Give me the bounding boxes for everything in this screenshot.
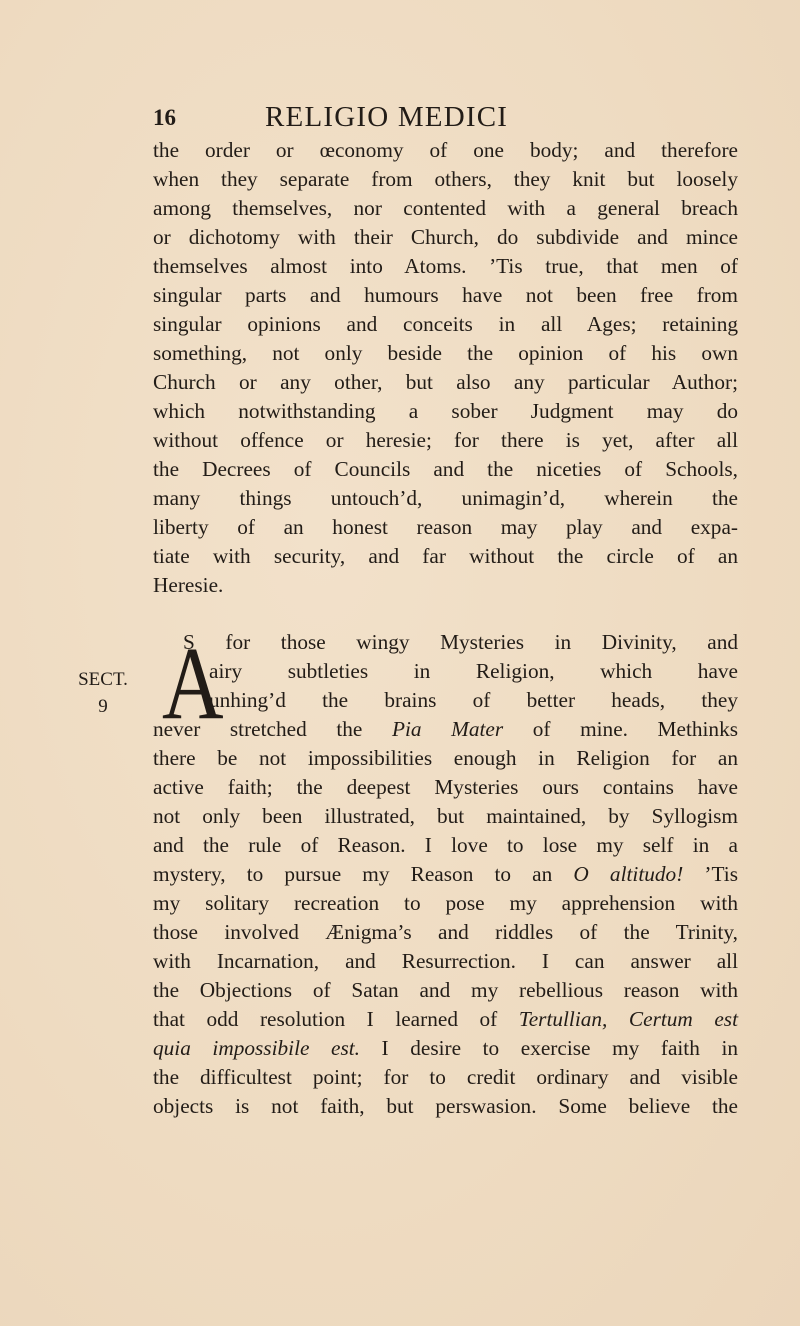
section-marker bbox=[70, 666, 136, 720]
text-line: the Objections of Satan and my rebellious reason with bbox=[153, 978, 738, 1002]
page-body bbox=[153, 136, 738, 1121]
text-line: active faith; the deepest Mysteries ours contains have bbox=[153, 775, 738, 799]
text-line: unhing’d the brains of better heads, they bbox=[209, 688, 738, 712]
text-line: something, not only beside the opinion of his own bbox=[153, 341, 738, 365]
section-label: SECT. bbox=[78, 669, 128, 690]
text-line: there be not impossibilities enough in Religion for an bbox=[153, 746, 738, 770]
text-line: singular opinions and conceits in all Ages; retaining bbox=[153, 312, 738, 336]
text-line: many things untouch’d, unimagin’d, wherein the bbox=[153, 486, 738, 510]
text-line: Church or any other, but also any particular Author; bbox=[153, 370, 738, 394]
italic-phrase: O altitudo! bbox=[573, 862, 684, 886]
text-line: without offence or heresie; for there is yet, after all bbox=[153, 428, 738, 452]
italic-phrase: Pia Mater bbox=[391, 717, 504, 741]
text-line: with Incarnation, and Resurrection. I can answer all bbox=[153, 949, 738, 973]
text-line: mystery, to pursue my Reason to an O altitudo! ’Tis bbox=[153, 862, 738, 886]
text-line: liberty of an honest reason may play and expa- bbox=[153, 515, 738, 539]
text-line: singular parts and humours have not been free from bbox=[153, 283, 738, 307]
italic-phrase: Tertullian, Certum est bbox=[518, 1007, 739, 1031]
text-line: among themselves, nor contented with a general breach bbox=[153, 196, 738, 220]
text-line: themselves almost into Atoms. ’Tis true, that men of bbox=[153, 254, 738, 278]
text-line: or dichotomy with their Church, do subdivide and mince bbox=[153, 225, 738, 249]
text-line: tiate with security, and far without the circle of an bbox=[153, 544, 738, 568]
page-number: 16 bbox=[153, 105, 176, 130]
text-line: objects is not faith, but perswasion. Some believe the bbox=[153, 1094, 738, 1118]
text-line: never stretched the Pia Mater of mine. Methinks bbox=[153, 717, 739, 741]
paragraph-1 bbox=[153, 136, 738, 600]
text-line: quia impossibile est. I desire to exercise my faith in bbox=[153, 1036, 739, 1060]
text-line: those involved Ænigma’s and riddles of the Trinity, bbox=[153, 920, 738, 944]
text-line: which notwithstanding a sober Judgment may do bbox=[153, 399, 738, 423]
italic-phrase: quia impossibile est. bbox=[153, 1036, 360, 1060]
page-header bbox=[153, 101, 738, 137]
text-line: the order or œconomy of one body; and therefore bbox=[153, 138, 738, 162]
text-line: the Decrees of Councils and the niceties of Schools, bbox=[153, 457, 738, 481]
text-line: that odd resolution I learned of Tertullian, Certum est bbox=[153, 1007, 739, 1031]
text-line: airy subtleties in Religion, which have bbox=[209, 659, 738, 683]
drop-cap: A bbox=[162, 626, 224, 741]
running-title: RELIGIO MEDICI bbox=[265, 101, 509, 133]
text-line: Heresie. bbox=[153, 573, 224, 597]
text-line: not only been illustrated, but maintained, by Syllogism bbox=[153, 804, 738, 828]
paragraph-2 bbox=[153, 628, 738, 1121]
text-line: and the rule of Reason. I love to lose my self in a bbox=[153, 833, 738, 857]
section-number: 9 bbox=[98, 696, 108, 717]
text-line: when they separate from others, they knit but loosely bbox=[153, 167, 738, 191]
text-line: my solitary recreation to pose my apprehension with bbox=[153, 891, 738, 915]
text-line: S for those wingy Mysteries in Divinity, and bbox=[183, 630, 738, 654]
text-line: the difficultest point; for to credit ordinary and visible bbox=[153, 1065, 738, 1089]
